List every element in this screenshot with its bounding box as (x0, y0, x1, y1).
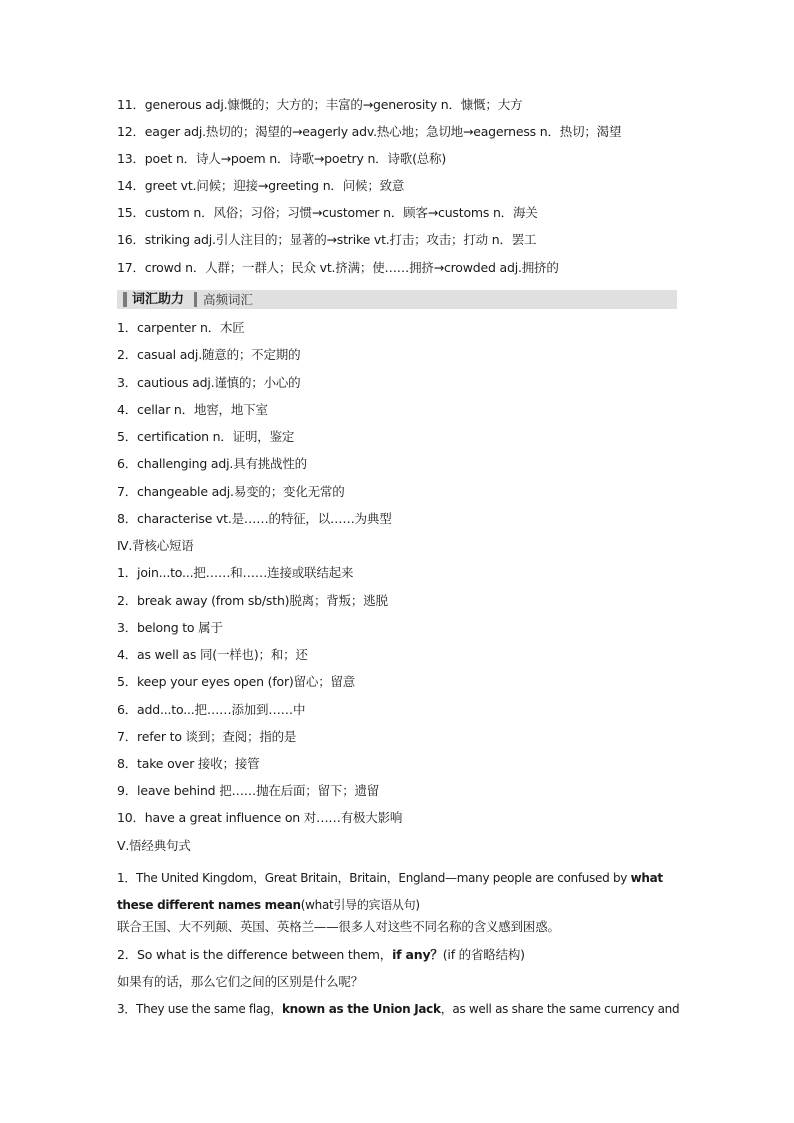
sentence-2 (117, 947, 679, 963)
vocab-item-5: 5．certification n．证明，鉴定 (117, 429, 295, 444)
sentence-1-text: 1．The United Kingdom，Great Britain，Britain，England—many people are confused by (117, 871, 631, 885)
phrase-item-1: 1．join...to...把……和……连接或联结起来 (117, 565, 354, 580)
sentence-2-text: 2．So what is the difference between them， (117, 947, 393, 962)
phrases-heading: Ⅳ.背核心短语 (117, 538, 194, 553)
vocab-item-3: 3．cautious adj.谨慎的；小心的 (117, 375, 301, 390)
derivative-item-12: 12．eager adj.热切的；渴望的→eagerly adv.热心地；急切地→eagerness n．热切；渴望 (117, 124, 622, 139)
derivative-item-15: 15．custom n．风俗；习俗；习惯→customer n．顾客→customs n．海关 (117, 205, 538, 220)
phrase-item-4: 4．as well as 同(一样也)；和；还 (117, 647, 308, 662)
sentence-1 (117, 865, 679, 919)
sentence-1-note: (what引导的宾语从句) (300, 898, 420, 912)
sentences-heading: Ⅴ.悟经典句式 (117, 838, 191, 853)
vocab-item-6: 6．challenging adj.具有挑战性的 (117, 456, 307, 471)
vocab-section-bar (117, 290, 677, 309)
sentence-2-translation: 如果有的话，那么它们之间的区别是什么呢？ (117, 974, 364, 989)
vocab-item-8: 8．characterise vt.是……的特征，以……为典型 (117, 511, 392, 526)
sentence-3-continuation: ，as well as share the same currency and (440, 1002, 680, 1016)
vocab-item-2: 2．casual adj.随意的；不定期的 (117, 347, 301, 362)
derivative-item-11: 11．generous adj.慷慨的；大方的；丰富的→generosity n．慷慨；大方 (117, 97, 523, 112)
vocab-section-label: 词汇助力 (132, 292, 185, 307)
bar-separator (194, 292, 197, 307)
phrase-item-3: 3．belong to 属于 (117, 620, 223, 635)
derivative-item-16: 16．striking adj.引人注目的；显著的→strike vt.打击；攻击；打动 n．罢工 (117, 232, 537, 247)
phrase-item-2: 2．break away (from sb/sth)脱离；背叛；逃脱 (117, 593, 388, 608)
sentence-1-translation: 联合王国、大不列颠、英国、英格兰——很多人对这些不同名称的含义感到困惑。 (117, 919, 560, 934)
vocab-section-sub: 高频词汇 (203, 292, 254, 307)
sentence-2-key: if any？ (392, 947, 443, 962)
phrase-item-7: 7．refer to 谈到；查阅；指的是 (117, 729, 297, 744)
sentence-3 (117, 1001, 679, 1017)
sentence-2-note: (if 的省略结构) (442, 947, 525, 962)
phrase-item-6: 6．add...to...把……添加到……中 (117, 702, 306, 717)
sentence-3-key: known as the Union Jack (281, 1002, 441, 1016)
phrase-item-10: 10．have a great influence on 对……有极大影响 (117, 810, 403, 825)
phrase-item-8: 8．take over 接收；接管 (117, 756, 260, 771)
sentence-3-text: 3．They use the same flag， (117, 1002, 282, 1016)
bar-marker (123, 292, 127, 307)
sentence-1-key: what these different names mean (117, 871, 663, 912)
derivative-item-14: 14．greet vt.问候；迎接→greeting n．问候；致意 (117, 178, 405, 193)
phrase-item-5: 5．keep your eyes open (for)留心；留意 (117, 674, 356, 689)
derivative-item-13: 13．poet n．诗人→poem n．诗歌→poetry n．诗歌(总称) (117, 151, 447, 166)
derivative-item-17: 17．crowd n．人群；一群人；民众 vt.挤满；使……拥挤→crowded adj.拥挤的 (117, 260, 559, 275)
vocab-item-1: 1．carpenter n．木匠 (117, 320, 245, 335)
phrase-item-9: 9．leave behind 把……抛在后面；留下；遗留 (117, 783, 380, 798)
vocab-item-7: 7．changeable adj.易变的；变化无常的 (117, 484, 345, 499)
vocab-item-4: 4．cellar n．地窖，地下室 (117, 402, 268, 417)
